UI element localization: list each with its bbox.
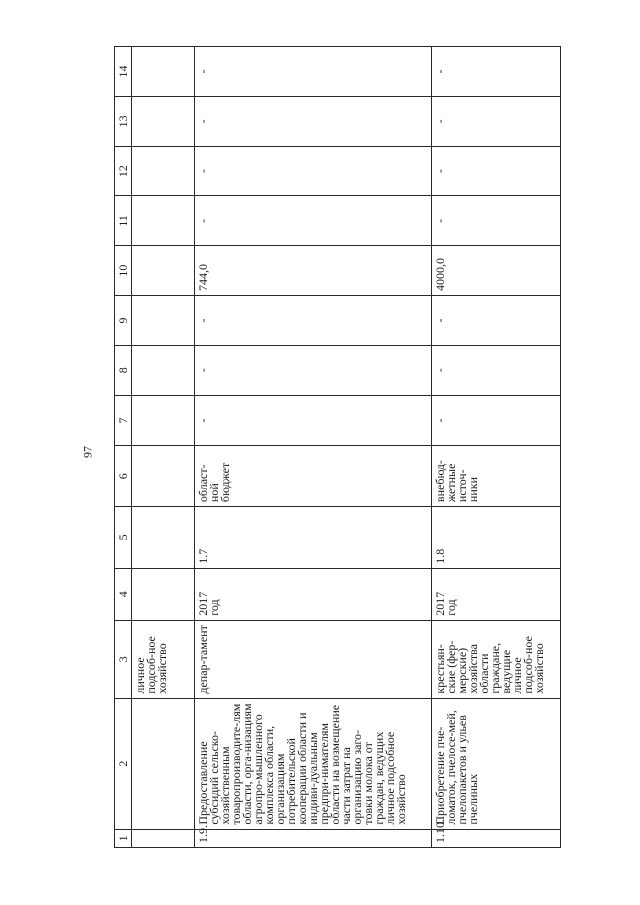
value-cell-10: 744,0 [195,246,432,296]
table-cell [132,698,195,829]
column-header-8: 8 [115,345,132,395]
table-cell [132,96,195,146]
column-header-4: 4 [115,568,132,620]
table-cell [132,47,195,97]
period-cell: 2017 год [195,568,432,620]
measure-description-cell: Предоставление субсидий сельско-хозяйственным товаропроизводите-лям области, орга-низациям агропро-мышленного комплекса области, организациям потребительской кооперации области и индиви-дуальным предпри-нимателям области на возмещение части затрат на организацию заго-товки молока от граждан, ведущих личное подсобное хозяйство [195,698,432,829]
value-cell-12: - [195,146,432,196]
table-cell [132,246,195,296]
table-cell [132,507,195,569]
table-cell [132,829,195,847]
page-number: 97 [80,446,95,458]
column-header-14: 14 [115,47,132,97]
column-header-12: 12 [115,146,132,196]
value-cell-13: - [432,96,561,146]
table-cell [132,146,195,196]
column-header-5: 5 [115,507,132,569]
value-cell-10: 4000,0 [432,246,561,296]
period-cell: 2017 год [432,568,561,620]
document-table-rotated [114,46,546,848]
row-number-cell: 1.9. [195,829,432,847]
table-row-continuation [132,47,195,848]
indicator-ref-cell: 1.7 [195,507,432,569]
value-cell-11: - [432,196,561,246]
indicator-ref-cell: 1.8 [432,507,561,569]
column-header-13: 13 [115,96,132,146]
value-cell-7: - [432,395,561,446]
executor-cell: депар-тамент [195,620,432,698]
value-cell-8: - [195,345,432,395]
value-cell-12: - [432,146,561,196]
value-cell-11: - [195,196,432,246]
value-cell-8: - [432,345,561,395]
value-cell-9: - [432,296,561,346]
table-cell [132,568,195,620]
value-cell-14: - [195,47,432,97]
column-header-10: 10 [115,246,132,296]
value-cell-13: - [195,96,432,146]
value-cell-14: - [432,47,561,97]
funding-source-cell: внебюд-жетные источ-ники [432,446,561,507]
column-header-6: 6 [115,446,132,507]
program-measures-table [114,46,561,848]
table-row-1-10 [432,47,561,848]
table-cell [132,296,195,346]
table-row-1-9 [195,47,432,848]
row-number-cell: 1.10. [432,829,561,847]
column-number-row [115,47,132,848]
table-cell [132,196,195,246]
document-table-frame [114,46,546,848]
column-header-2: 2 [115,698,132,829]
table-cell [132,345,195,395]
column-header-3: 3 [115,620,132,698]
column-header-7: 7 [115,395,132,446]
executor-cell: крестьян-ские (фер-мерские) хозяйства области граждане, ведущие личное подсоб-ное хозяйство [432,620,561,698]
column-header-9: 9 [115,296,132,346]
funding-source-cell: област-ной бюджет [195,446,432,507]
value-cell-9: - [195,296,432,346]
value-cell-7: - [195,395,432,446]
measure-description-cell: Приобретение пче-ломаток, пчелосе-мей, пчелопакетов и ульев пчелиных [432,698,561,829]
executor-cell: личное подсоб-ное хозяйство [132,620,195,698]
column-header-1: 1 [115,829,132,847]
table-cell [132,446,195,507]
table-cell [132,395,195,446]
column-header-11: 11 [115,196,132,246]
